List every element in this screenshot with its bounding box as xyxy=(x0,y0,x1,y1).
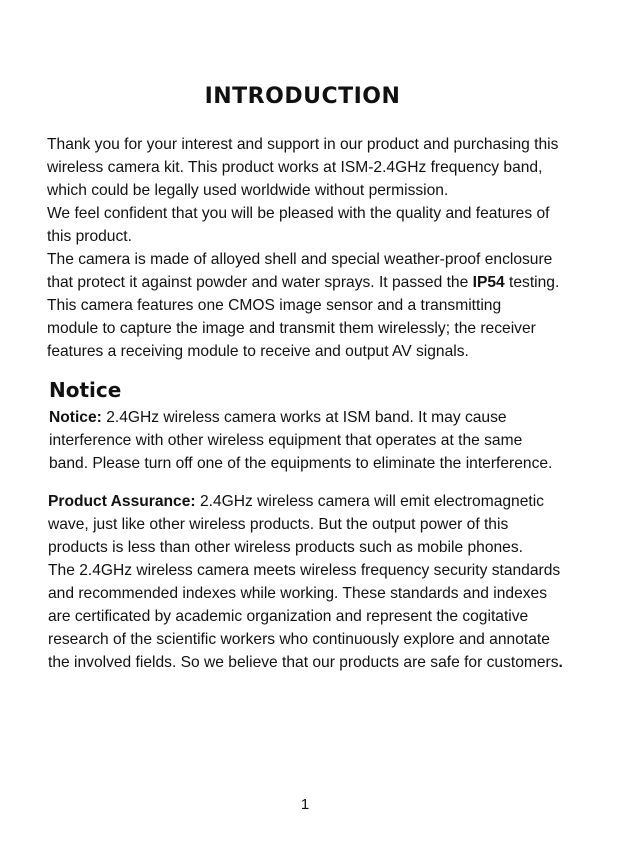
intro-line: wireless camera kit. This product works at ISM-2.4GHz frequency band, xyxy=(47,159,543,176)
introduction-paragraph xyxy=(47,133,559,363)
assurance-line: research of the scientific workers who continuously explore and annotate xyxy=(48,631,550,648)
assurance-line: The 2.4GHz wireless camera meets wireless frequency security standards xyxy=(48,562,561,579)
intro-line: The camera is made of alloyed shell and special weather-proof enclosure xyxy=(47,251,553,268)
intro-line: features a receiving module to receive and output AV signals. xyxy=(47,343,469,360)
intro-line: Thank you for your interest and support in our product and purchasing this xyxy=(47,136,559,153)
notice-line: band. Please turn off one of the equipments to eliminate the interference. xyxy=(49,455,553,472)
notice-label: Notice: xyxy=(49,409,102,426)
assurance-period: . xyxy=(558,654,563,671)
assurance-line: products is less than other wireless products such as mobile phones. xyxy=(48,539,523,556)
notice-paragraph xyxy=(49,406,552,475)
intro-line: We feel confident that you will be pleased with the quality and features of xyxy=(47,205,550,222)
notice-heading: Notice xyxy=(49,378,122,402)
assurance-line xyxy=(48,490,563,513)
page-title: INTRODUCTION xyxy=(204,84,401,109)
ip54-rating: IP54 xyxy=(472,274,505,291)
assurance-label: Product Assurance: xyxy=(48,493,196,510)
product-assurance-paragraph xyxy=(48,490,563,674)
notice-text: 2.4GHz wireless camera works at ISM band. It may cause xyxy=(101,409,507,426)
assurance-line: are certificated by academic organization and represent the cogitative xyxy=(48,608,529,625)
assurance-text: 2.4GHz wireless camera will emit electromagnetic xyxy=(195,493,544,510)
intro-line: this product. xyxy=(47,228,132,245)
assurance-line: and recommended indexes while working. These standards and indexes xyxy=(48,585,548,602)
notice-line xyxy=(49,406,552,429)
intro-line: which could be legally used worldwide without permission. xyxy=(47,182,449,199)
page-number: 1 xyxy=(300,796,310,813)
intro-line: This camera features one CMOS image sensor and a transmitting xyxy=(47,297,502,314)
intro-text: that protect it against powder and water sprays. It passed the xyxy=(47,274,473,291)
notice-line: interference with other wireless equipment that operates at the same xyxy=(49,432,523,449)
intro-line: module to capture the image and transmit them wirelessly; the receiver xyxy=(47,320,536,337)
intro-text: testing. xyxy=(504,274,560,291)
assurance-line xyxy=(48,651,563,674)
intro-line xyxy=(47,271,559,294)
assurance-line: wave, just like other wireless products. But the output power of this xyxy=(48,516,509,533)
assurance-text: the involved fields. So we believe that our products are safe for customers xyxy=(48,654,559,671)
